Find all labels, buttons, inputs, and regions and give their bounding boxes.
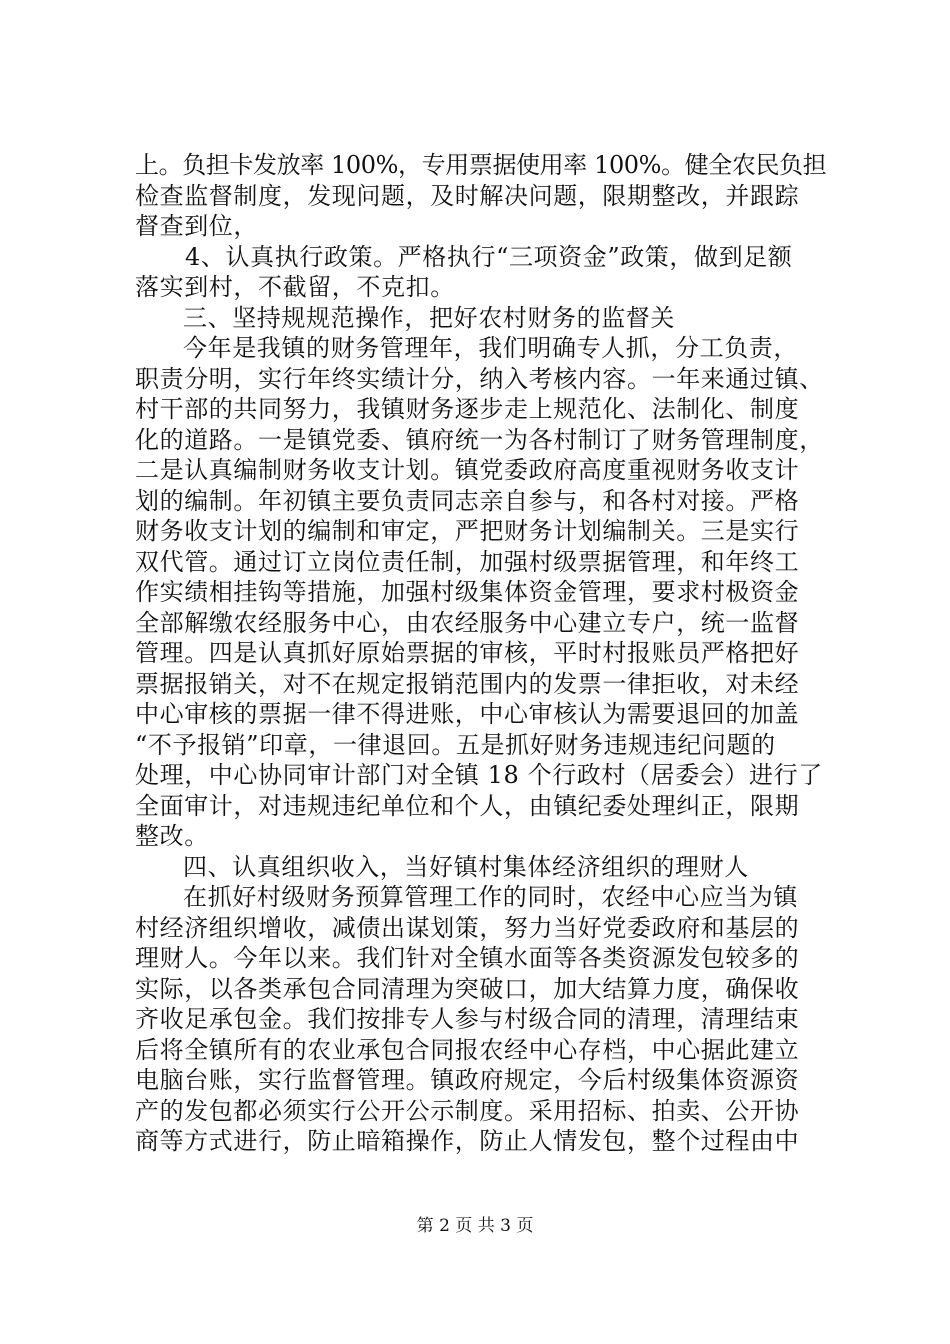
text-line: 商等方式进行，防止暗箱操作，防止人情发包，整个过程由中 xyxy=(135,1127,800,1155)
paragraph-start-line: 4、认真执行政策。严格执行“三项资金”政策，做到足额 xyxy=(185,242,793,271)
text-line: 中心审核的票据一律不得进账，中心审核认为需要退回的加盖 xyxy=(135,700,800,728)
text-line: 双代管。通过订立岗位责任制，加强村级票据管理，和年终工 xyxy=(135,547,800,576)
text-line: 电脑台账，实行监督管理。镇政府规定，今后村级集体资源资 xyxy=(135,1066,800,1094)
text-line: 村经济组织增收，减债出谋划策，努力当好党委政府和基层的 xyxy=(135,913,800,942)
document-body xyxy=(135,150,830,1157)
text-line: 督查到位， xyxy=(135,212,258,240)
text-line: 实际，以各类承包合同清理为突破口，加大结算力度，确保收 xyxy=(135,974,800,1003)
section-heading: 三、坚持规规范操作，把好农村财务的监督关 xyxy=(183,303,675,332)
text-line: 二是认真编制财务收支计划。镇党委政府高度重视财务收支计 xyxy=(135,456,800,484)
text-line: 职责分明，实行年终实绩计分，纳入考核内容。一年来通过镇、 xyxy=(135,364,824,393)
text-line: 全部解缴农经服务中心，由农经服务中心建立专户，统一监督 xyxy=(135,608,800,637)
paragraph-start-line: 今年是我镇的财务管理年，我们明确专人抓，分工负责， xyxy=(183,334,798,362)
text-line: 作实绩相挂钩等措施，加强村级集体资金管理，要求村极资金 xyxy=(135,578,800,606)
text-line: 管理。四是认真抓好原始票据的审核，平时村报账员严格把好 xyxy=(135,639,800,667)
text-line: 财务收支计划的编制和审定，严把财务计划编制关。三是实行 xyxy=(135,517,800,545)
text-line: 理财人。今年以来。我们针对全镇水面等各类资源发包较多的 xyxy=(135,944,800,972)
text-line: 票据报销关，对不在规定报销范围内的发票一律拒收，对未经 xyxy=(135,669,800,698)
text-line: 整改。 xyxy=(135,822,209,850)
text-line: 处理，中心协同审计部门对全镇 18 个行政村（居委会）进行了 xyxy=(135,761,823,789)
text-line: 划的编制。年初镇主要负责同志亲自参与，和各村对接。严格 xyxy=(135,486,800,515)
page-number-footer: 第 2 页 共 3 页 xyxy=(416,1216,534,1236)
text-line: 全面审计，对违规违纪单位和个人，由镇纪委处理纠正，限期 xyxy=(135,791,800,820)
text-line: 上。负担卡发放率 100%，专用票据使用率 100%。健全农民负担 xyxy=(135,151,827,179)
text-line: “不予报销”印章，一律退回。五是抓好财务违规违纪问题的 xyxy=(135,730,776,759)
text-line: 村干部的共同努力，我镇财务逐步走上规范化、法制化、制度 xyxy=(135,395,800,423)
text-line: 后将全镇所有的农业承包合同报农经中心存档，中心据此建立 xyxy=(135,1035,800,1064)
text-line: 化的道路。一是镇党委、镇府统一为各村制订了财务管理制度， xyxy=(135,425,824,454)
section-heading: 四、认真组织收入，当好镇村集体经济组织的理财人 xyxy=(183,852,749,881)
text-line: 检查监督制度，发现问题，及时解决问题，限期整改，并跟踪 xyxy=(135,181,800,210)
text-line: 产的发包都必须实行公开公示制度。采用招标、拍卖、公开协 xyxy=(135,1096,800,1125)
text-line: 齐收足承包金。我们按排专人参与村级合同的清理，清理结束 xyxy=(135,1005,800,1033)
text-line: 落实到村，不截留，不克扣。 xyxy=(135,273,455,301)
paragraph-start-line: 在抓好村级财务预算管理工作的同时，农经中心应当为镇 xyxy=(183,883,798,911)
